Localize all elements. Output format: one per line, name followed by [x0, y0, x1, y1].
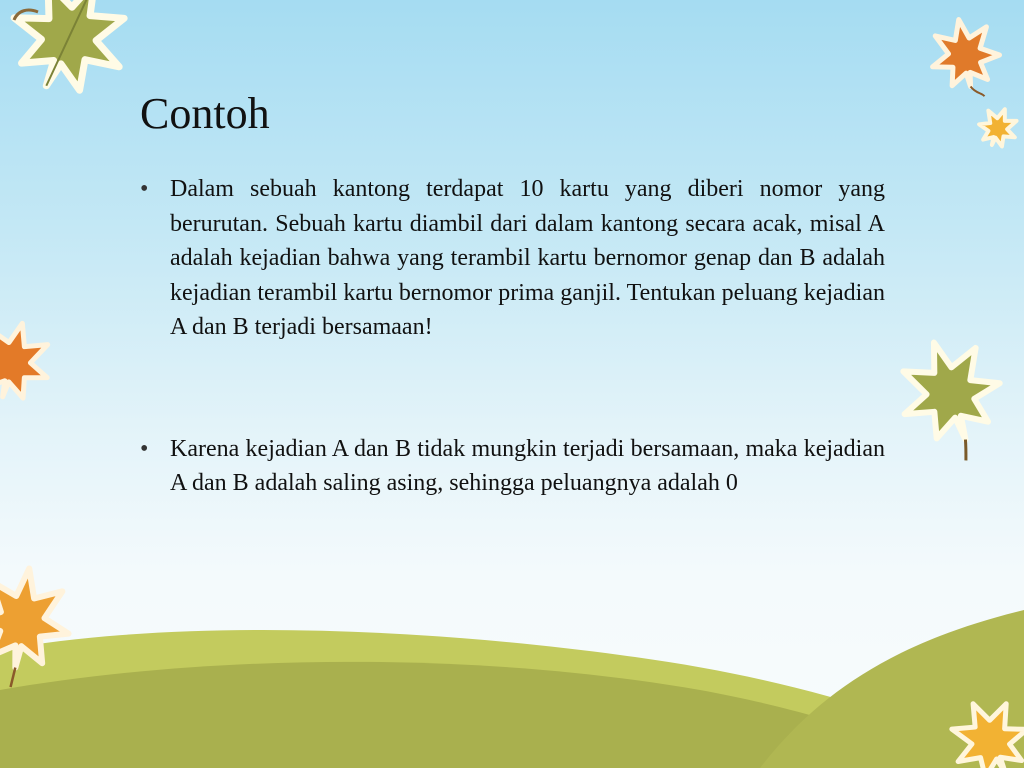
leaf-orange-top-right-icon — [925, 14, 1006, 105]
leaf-green-top-left-icon — [0, 0, 147, 110]
leaf-green-right-icon — [886, 327, 1019, 474]
bullet-item — [140, 172, 885, 345]
slide-title: Contoh — [140, 89, 270, 138]
bullet-marker: • — [140, 176, 149, 202]
leaf-yellow-small-right-icon — [974, 103, 1023, 152]
bullet-item — [140, 432, 885, 501]
bullet-marker: • — [140, 435, 149, 462]
bullet-text: Karena kejadian A dan B tidak mungkin terjadi bersamaan, maka kejadian A dan B adalah saling asing, sehingga peluangnya adalah 0 — [170, 435, 885, 496]
bullet-text: Dalam sebuah kantong terdapat 10 kartu yang diberi nomor yang berurutan. Sebuah kartu diambil dari dalam kantong secara acak, misal A adalah kejadian bahwa yang terambil kartu bernomor genap dan B adalah kejadian terambil kartu bernomor prima ganjil. Tentukan peluang kejadian A dan B terjadi bersamaan! — [170, 176, 885, 340]
slide-content — [140, 172, 885, 501]
leaf-orange-left-icon — [0, 314, 59, 407]
